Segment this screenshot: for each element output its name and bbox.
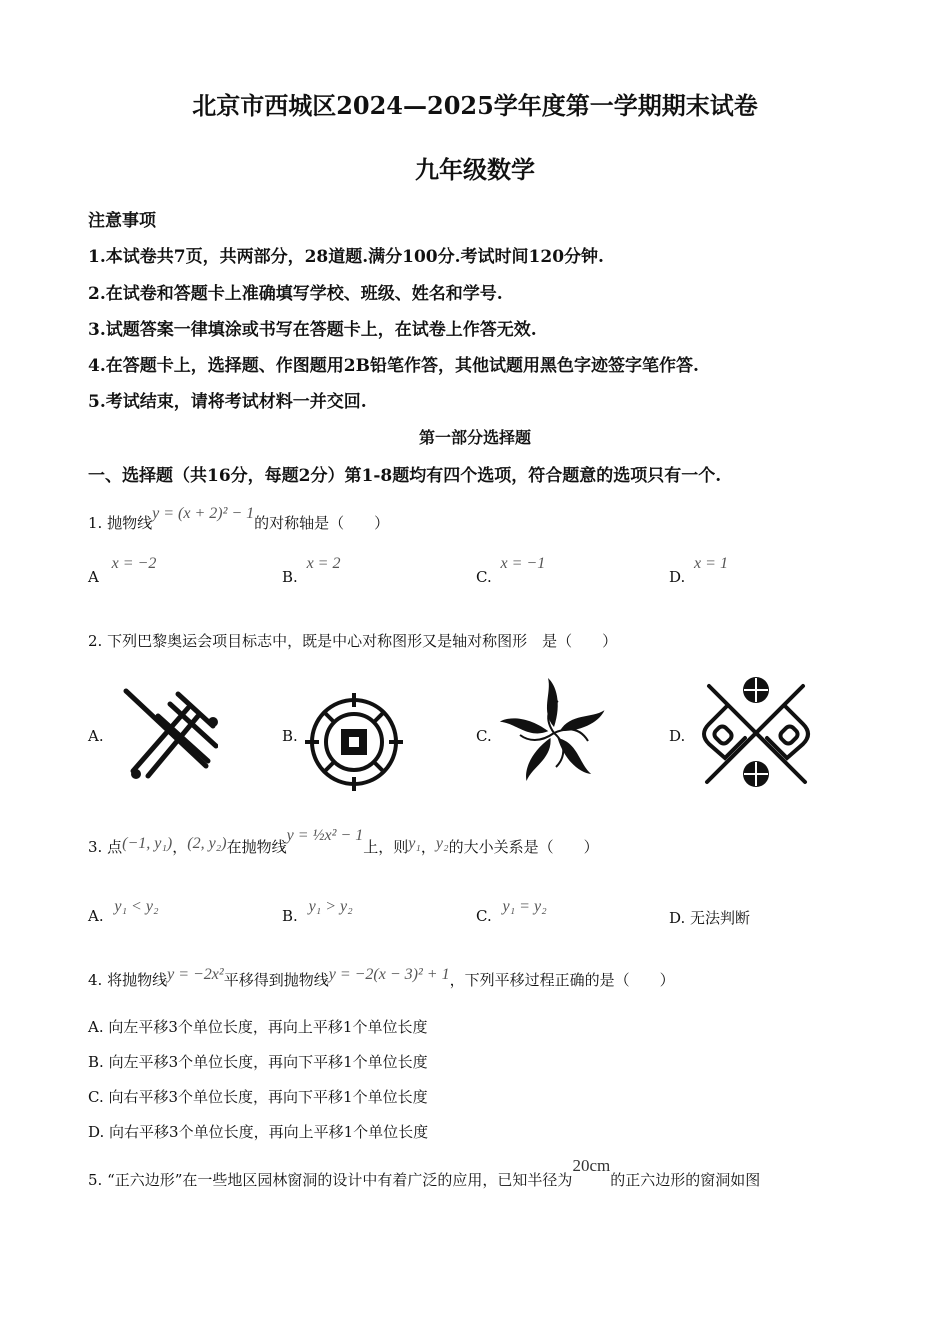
option-b[interactable] bbox=[282, 727, 298, 745]
option-formula: y₁ > y₂ bbox=[308, 898, 353, 915]
option-b[interactable] bbox=[282, 898, 353, 926]
question-1 bbox=[88, 505, 390, 533]
question-5 bbox=[88, 1156, 761, 1190]
option-text: 向右平移3个单位长度，再向上平移1个单位长度 bbox=[109, 1123, 429, 1141]
question-text: 的正六边形的窗洞如图 bbox=[610, 1171, 761, 1189]
notice-item: 3.试题答案一律填涂或书写在答题卡上，在试卷上作答无效. bbox=[88, 320, 537, 340]
question-number: 5. bbox=[88, 1171, 103, 1189]
option-label: B. bbox=[282, 907, 298, 925]
exam-subtitle: 九年级数学 bbox=[415, 155, 535, 184]
point-1: (−1, y₁) bbox=[122, 835, 173, 852]
option-text: 向右平移3个单位长度，再向下平移1个单位长度 bbox=[108, 1088, 428, 1106]
question-3 bbox=[88, 827, 599, 857]
notice-item: 1.本试卷共7页，共两部分，28道题.满分100分.考试时间120分钟. bbox=[88, 247, 604, 267]
section-heading: 一、选择题（共16分，每题2分）第1-8题均有四个选项，符合题意的选项只有一个. bbox=[88, 466, 722, 486]
option-label: B. bbox=[88, 1053, 104, 1071]
option-label: B. bbox=[282, 727, 298, 745]
option-d[interactable] bbox=[669, 907, 750, 928]
question-text: 平移得到抛物线 bbox=[223, 971, 329, 989]
question-text: 点 bbox=[107, 838, 123, 856]
option-d[interactable] bbox=[669, 555, 728, 587]
option-label: D. bbox=[88, 1123, 105, 1141]
option-label: A bbox=[88, 568, 99, 586]
option-label: D. bbox=[669, 727, 686, 745]
option-label: C. bbox=[88, 1088, 104, 1106]
option-a[interactable] bbox=[88, 555, 157, 587]
question-number: 3. bbox=[88, 838, 103, 856]
option-d[interactable] bbox=[669, 727, 685, 745]
option-text: 向左平移3个单位长度，再向上平移1个单位长度 bbox=[108, 1018, 428, 1036]
option-formula: y₁ = y₂ bbox=[502, 898, 547, 915]
option-label: C. bbox=[476, 727, 492, 745]
option-a[interactable] bbox=[88, 1016, 427, 1037]
option-label: D. bbox=[669, 909, 686, 927]
option-label: A. bbox=[88, 727, 104, 745]
option-c[interactable] bbox=[476, 555, 546, 587]
question-text: 将抛物线 bbox=[107, 971, 168, 989]
option-a[interactable] bbox=[88, 898, 159, 926]
option-c[interactable] bbox=[476, 898, 547, 926]
option-formula: x = 2 bbox=[306, 555, 341, 572]
question-text: ，下列平移过程正确的是（ ） bbox=[449, 971, 675, 989]
option-b[interactable] bbox=[88, 1051, 428, 1072]
question-text: 抛物线 bbox=[107, 514, 153, 532]
question-2 bbox=[88, 630, 617, 651]
option-label: C. bbox=[476, 568, 492, 586]
option-d[interactable] bbox=[88, 1121, 428, 1142]
formula: y = −2(x − 3)² + 1 bbox=[328, 966, 450, 983]
question-text: 上，则 bbox=[363, 838, 409, 856]
notice-item: 4.在答题卡上，选择题、作图题用2B铅笔作答，其他试题用黑色字迹签字笔作答. bbox=[88, 356, 699, 376]
option-formula: x = −2 bbox=[111, 555, 157, 572]
shooting-target-pictogram-icon bbox=[305, 693, 403, 791]
option-label: A. bbox=[88, 1018, 104, 1036]
question-text: 在抛物线 bbox=[226, 838, 287, 856]
question-text: ， bbox=[420, 838, 436, 856]
question-number: 1. bbox=[88, 514, 103, 532]
option-formula: x = −1 bbox=[500, 555, 546, 572]
formula: y = (x + 2)² − 1 bbox=[152, 505, 255, 522]
option-label: A. bbox=[88, 907, 104, 925]
part-heading: 第一部分选择题 bbox=[418, 428, 531, 447]
option-a[interactable] bbox=[88, 727, 104, 745]
option-formula: y₁ < y₂ bbox=[114, 898, 159, 915]
option-label: D. bbox=[669, 568, 686, 586]
notice-item: 5.考试结束，请将考试材料一并交回. bbox=[88, 392, 367, 412]
point-2: (2, y₂) bbox=[187, 835, 227, 852]
question-text: ， bbox=[172, 838, 188, 856]
question-number: 2. bbox=[88, 632, 103, 650]
formula: y = ½x² − 1 bbox=[286, 827, 364, 844]
option-text: 无法判断 bbox=[690, 909, 751, 927]
variable-y1: y₁ bbox=[408, 835, 421, 852]
option-text: 向左平移3个单位长度，再向下平移1个单位长度 bbox=[108, 1053, 428, 1071]
fencing-pictogram-icon bbox=[118, 686, 218, 781]
pinwheel-pictogram-icon bbox=[498, 676, 610, 791]
basketball-court-pictogram-icon bbox=[697, 676, 815, 791]
option-label: B. bbox=[282, 568, 298, 586]
notice-heading: 注意事项 bbox=[88, 211, 156, 231]
variable-y2: y₂ bbox=[435, 835, 449, 852]
option-formula: x = 1 bbox=[694, 555, 728, 572]
question-number: 4. bbox=[88, 971, 103, 989]
option-c[interactable] bbox=[88, 1086, 428, 1107]
notice-item: 2.在试卷和答题卡上准确填写学校、班级、姓名和学号. bbox=[88, 284, 503, 304]
option-label: C. bbox=[476, 907, 492, 925]
formula: y = −2x² bbox=[167, 966, 224, 983]
question-4 bbox=[88, 966, 675, 990]
question-text: 下列巴黎奥运会项目标志中，既是中心对称图形又是轴对称图形 是（ ） bbox=[107, 632, 618, 650]
question-text: “正六边形”在一些地区园林窗洞的设计中有着广泛的应用，已知半径为 bbox=[107, 1171, 573, 1189]
option-b[interactable] bbox=[282, 555, 341, 587]
question-text: 的大小关系是（ ） bbox=[448, 838, 599, 856]
option-c[interactable] bbox=[476, 727, 492, 745]
radius-value: 20cm bbox=[572, 1156, 611, 1175]
exam-title: 北京市西城区2024—2025学年度第一学期期末试卷 bbox=[192, 91, 758, 120]
question-text: 的对称轴是（ ） bbox=[254, 514, 390, 532]
